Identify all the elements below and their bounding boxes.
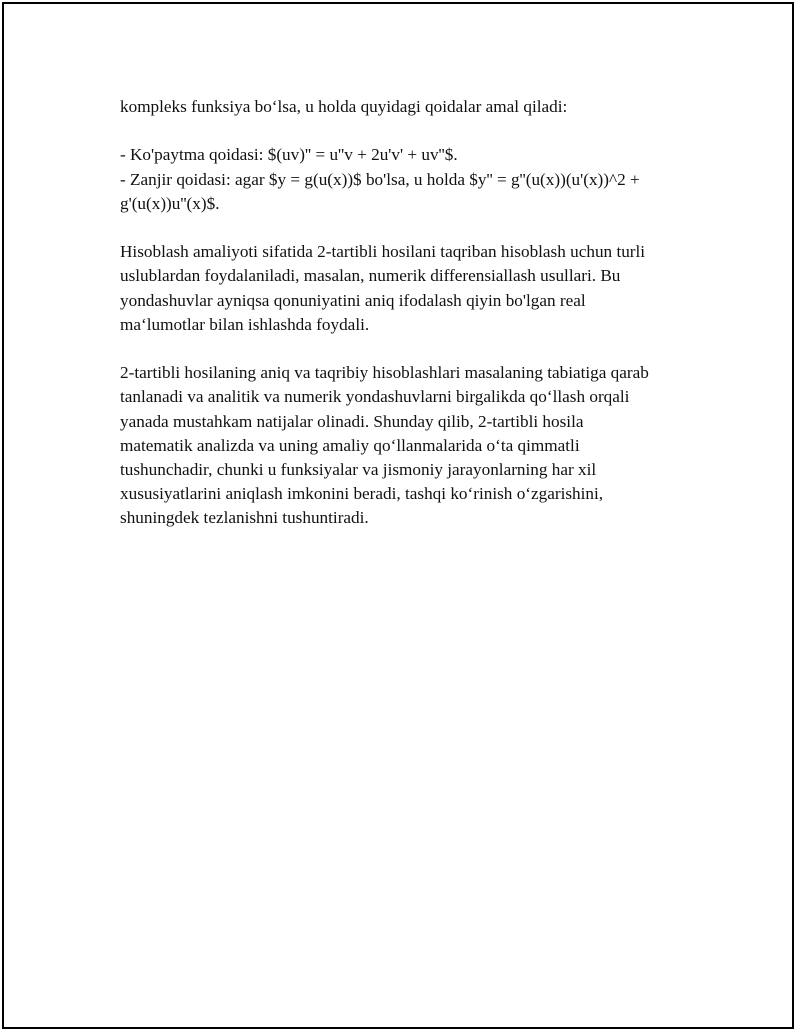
text-line: - Ko'paytma qoidasi: $(uv)'' = u''v + 2u'v' + uv''$. [120, 145, 458, 165]
text-line: xususiyatlarini aniqlash imkonini beradi, tashqi ko‘rinish o‘zgarishini, [120, 484, 604, 504]
document-body [120, 95, 700, 555]
paragraph-practice [120, 240, 700, 337]
text-line: 2-tartibli hosilaning aniq va taqribiy hisoblashlari masalaning tabiatiga qarab [120, 363, 649, 383]
text-line: g'(u(x))u''(x)$. [120, 193, 220, 213]
text-line: kompleks funksiya bo‘lsa, u holda quyidagi qoidalar amal qiladi: [120, 97, 568, 116]
text-line: tushunchadir, chunki u funksiyalar va jismoniy jarayonlarning har xil [120, 460, 597, 479]
text-line: ma‘lumotlar bilan ishlashda foydali. [120, 314, 370, 334]
paragraph-rules [120, 143, 700, 216]
text-line: - Zanjir qoidasi: agar $y = g(u(x))$ bo'lsa, u holda $y'' = g''(u(x))(u'(x))^2 + [120, 169, 640, 189]
text-line: shuningdek tezlanishni tushuntiradi. [120, 508, 369, 528]
text-line: Hisoblash amaliyoti sifatida 2-tartibli hosilani taqriban hisoblash uchun turli [120, 242, 646, 262]
paragraph-intro [120, 95, 700, 119]
text-line: matematik analizda va uning amaliy qo‘llanmalarida o‘ta qimmatli [120, 435, 580, 455]
text-line: uslublardan foydalaniladi, masalan, numerik differensiallash usullari. Bu [120, 266, 621, 286]
text-line: yondashuvlar ayniqsa qonuniyatini aniq ifodalash qiyin bo'lgan real [120, 290, 586, 310]
page-frame [2, 2, 794, 1029]
text-line: tanlanadi va analitik va numerik yondashuvlarni birgalikda qo‘llash orqali [120, 387, 630, 407]
paragraph-conclusion [120, 361, 700, 530]
text-line: yanada mustahkam natijalar olinadi. Shunday qilib, 2-tartibli hosila [120, 411, 584, 431]
